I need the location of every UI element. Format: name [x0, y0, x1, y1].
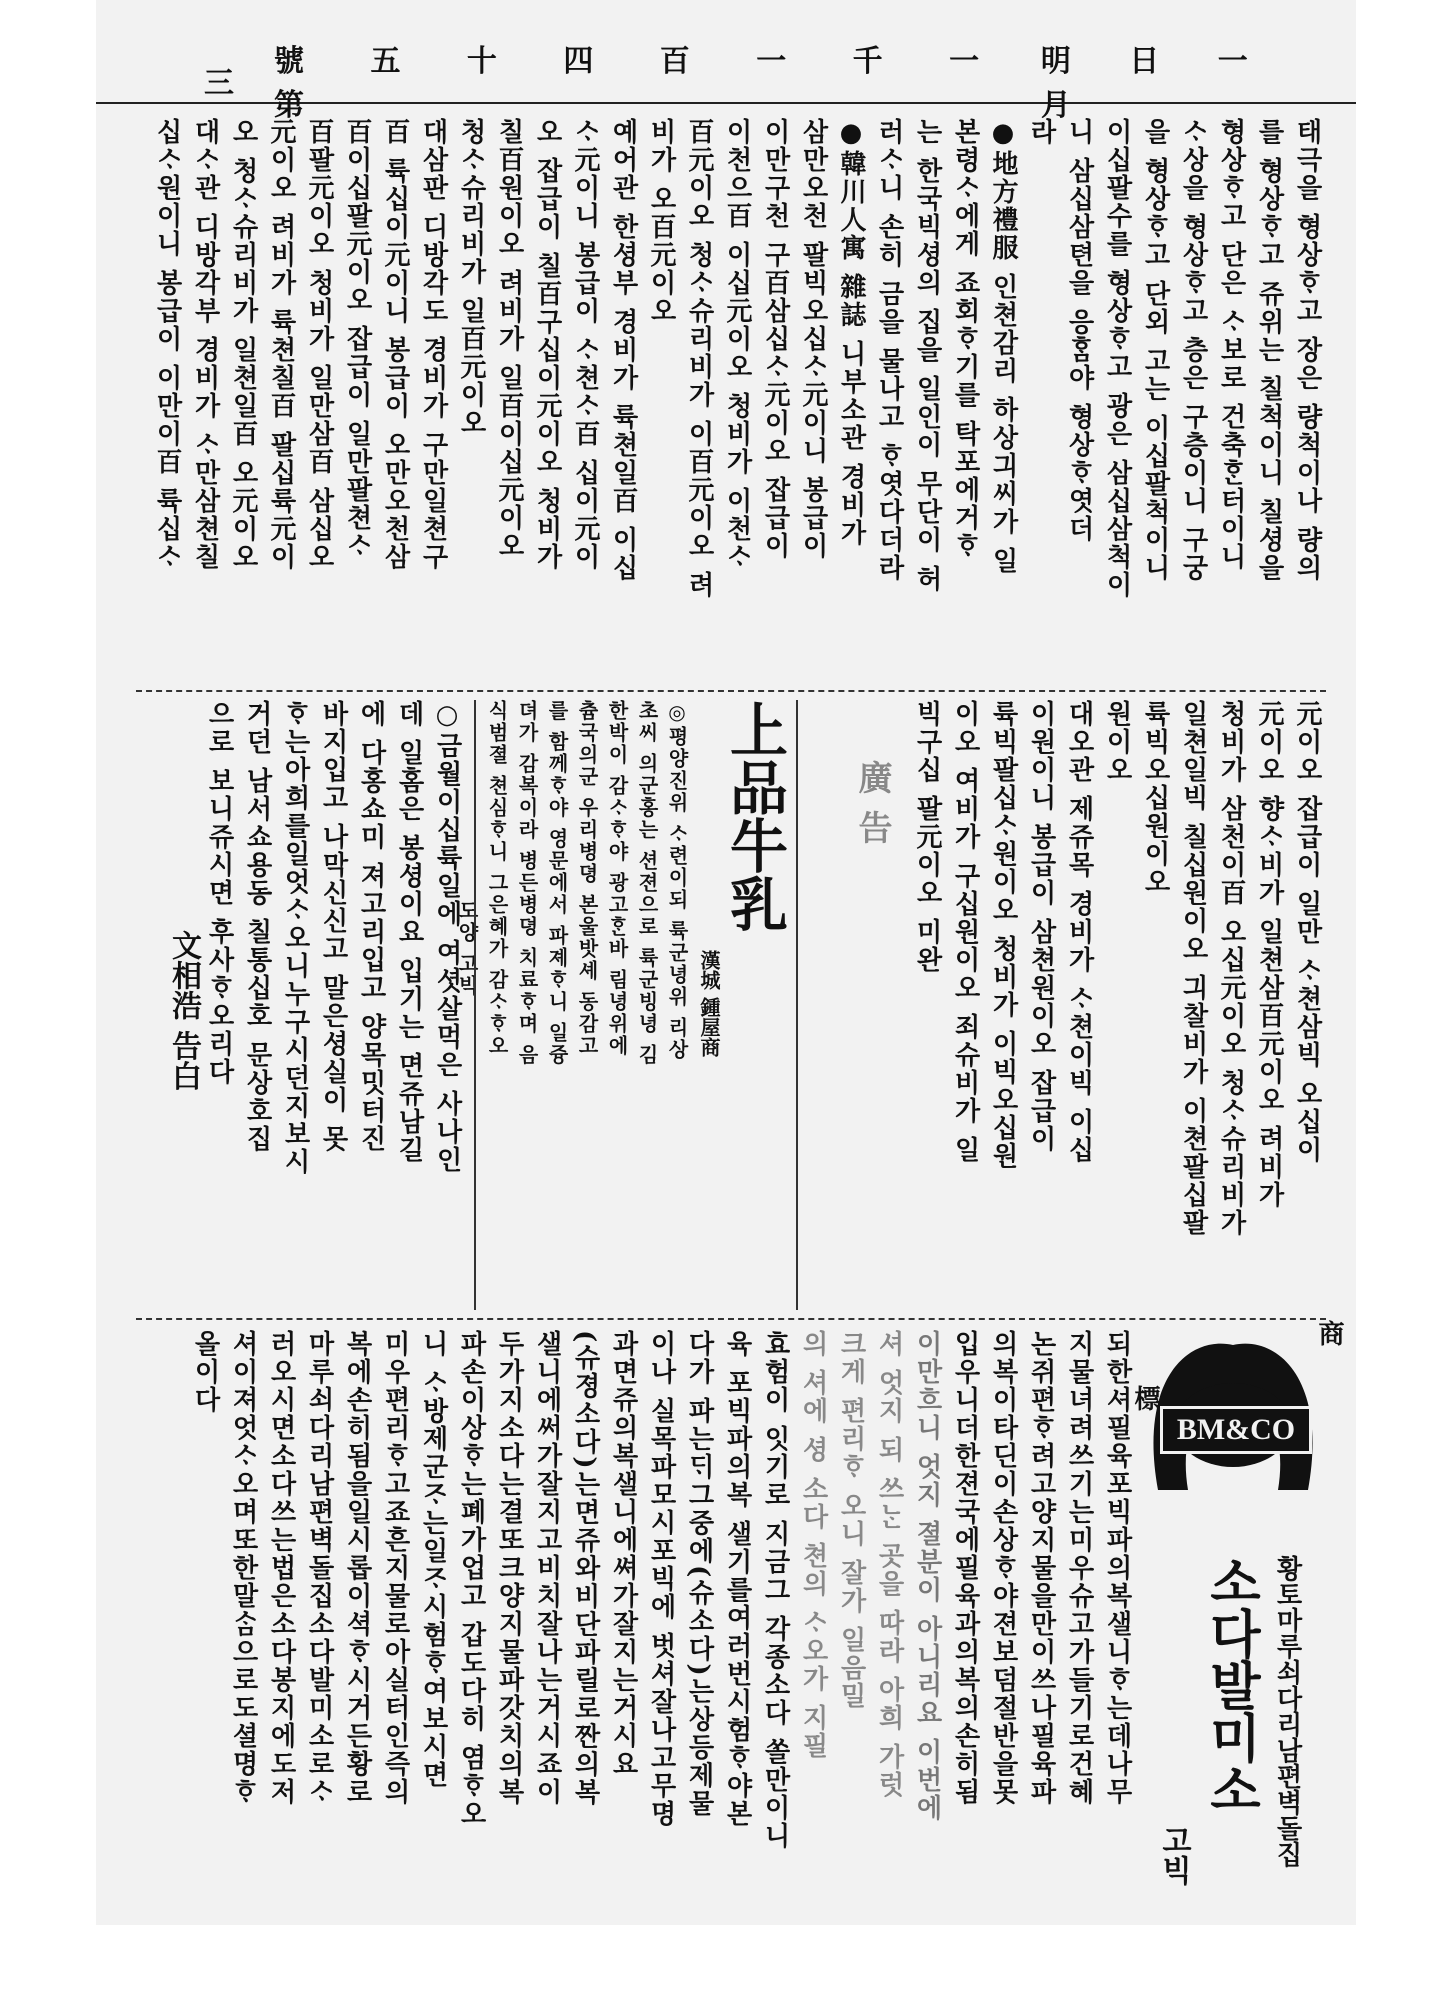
text-column: 셔 엇지 되 쓰ᄂᆞᆫ 곳을 따라 아희 가럿 [874, 1330, 904, 1800]
ad-soda-title: 소다발미소 [1200, 1555, 1261, 1815]
text-column: 셔이져엇ᄉᆞ오며또한말ᄉᆞᆷ으로도셜명ᄒᆞ [228, 1330, 258, 1806]
text-column: 이원이니 봉급이 삼쳔원이오 잡급이 [1026, 700, 1056, 1154]
text-column: 니 ᄉᆞ방제군ᄌᆞ는일ᄌᆞ시험ᄒᆞ여보시면 [418, 1330, 448, 1790]
ad-soda-sign: 고빅 [1156, 1825, 1191, 1885]
text-column: 오 잡급이 칠百구십이元이오 청비가 [532, 118, 562, 572]
text-column: 바지입고 나막신신고 말은셩실이 못 [318, 700, 348, 1154]
text-column: 뎌가 감복이라 병든병뎡 치료ᄒᆞ며 음 [515, 700, 539, 1066]
text-column: 과면쥬의복샐니에쎠가잘지는거시요 [608, 1330, 638, 1778]
faded-header [821, 760, 891, 1100]
text-column: 元이오 잡급이 일만 ᄉᆞ쳔삼빅 오십이 [1292, 700, 1322, 1165]
text-column: ●地方禮服 인쳔감리 하상긔씨가 일 [988, 118, 1018, 576]
faded-header-text: 廣 告 [852, 760, 892, 846]
ad-soda [136, 1330, 1136, 1910]
ad-milk [455, 700, 788, 1310]
ad-notice [136, 700, 466, 1310]
text-column: 으로 보니쥬시면 후사ᄒᆞ오리다 [204, 700, 234, 1087]
text-column: ○금월이십륙일에 여셧살먹은 사나인 [432, 700, 462, 1175]
ad-milk-title: 上品牛乳 [720, 700, 788, 932]
text-column: 초씨 의군홍는 션젼으로 륙군빙녕 김 [635, 700, 659, 1066]
text-column: 미우편리ᄒᆞ고죠흔지물로아실터인즉의 [380, 1330, 410, 1806]
text-column: 원이오 [1102, 700, 1132, 784]
text-column: 올이다 [190, 1330, 220, 1414]
ad-soda-address: 황토마루쇠다리남편벽돌집 [1272, 1555, 1302, 1867]
text-column: 대ᄉᆞ관 디방각부 경비가 ᄉᆞ만삼쳔칠 [190, 118, 220, 572]
text-column: 러오시면소다쓰는법은소다봉지에도저 [266, 1330, 296, 1806]
text-column: 예어관 한셩부 경비가 륙쳔일百 이십 [608, 118, 638, 583]
text-column: 두가지소다는결또크양지물파갓치의복 [494, 1330, 524, 1806]
text-column: 다가 파는ᄃᆡ그중에(슈소다)는상등제물 [684, 1330, 714, 1818]
text-column: 청ᄉᆞ슈리비가 일百元이오 [456, 118, 486, 438]
article-middle-right [896, 700, 1326, 1310]
text-column: ●韓川人寓 雜誌 니부소관 경비가 [836, 118, 866, 548]
column-divider [796, 700, 798, 1310]
text-column: 식범졀 쳔심ᄒᆞ니 그은혜가 감ᄉᆞᄒᆞ오 [485, 700, 509, 1057]
text-column: 百 륙십이元이니 봉급이 오만오천삼 [380, 118, 410, 572]
masthead [96, 44, 1356, 123]
text-column: ᄉᆞ元이니 봉급이 ᄉᆞ쳔ᄉᆞ百 십이元이 [570, 118, 600, 572]
text-column: 거던 남서쇼용동 칠통십호 문상호집 [242, 700, 272, 1154]
text-column: 대삼판 디방각도 경비가 구만일쳔구 [418, 118, 448, 572]
text-column: ᄒᆞ는아희를일엇ᄉᆞ오니누구시던지보시 [280, 700, 310, 1176]
text-column: (슈졍소다)는면쥬와비단파릴로짠의복 [570, 1330, 600, 1807]
text-column: 이십팔수를 형상ᄒᆞ고 광은 삼십삼척이 [1102, 118, 1132, 600]
text-column: 이나 실목파모시포빅에 벗셔잘나고무명 [646, 1330, 676, 1829]
text-column: 빅구십 팔元이오 미완 [912, 700, 942, 975]
text-column: 칠百원이오 려비가 일百이십元이오 [494, 118, 524, 561]
text-column: 오 청ᄉᆞ슈리비가 일쳔일百 오元이오 [228, 118, 258, 572]
text-column: 이만흐니 엇지 졀분이 아니리요 이번에 [912, 1330, 942, 1823]
section-divider [136, 690, 1326, 692]
text-column: 육 포빅파의복 샐기를여러번시험ᄒᆞ야본 [722, 1330, 752, 1829]
text-column: 의복이타딘이손상ᄒᆞ야젼보덤절반을못 [988, 1330, 1018, 1806]
ad-soda-mark-right: 商 [1314, 1320, 1344, 1346]
text-column: 지물녀려쓰기는미우슈고가들기로건혜 [1064, 1330, 1094, 1806]
ad-milk-sub: 漢城 鍾屋商 [697, 950, 721, 1057]
ad-soda-title-block [1156, 1555, 1304, 1885]
text-column: 를 형상ᄒᆞ고 쥬위는 칠척이니 칠셩을 [1254, 118, 1284, 583]
text-column: 삼만오천 팔빅오십ᄉᆞ元이니 봉급이 [798, 118, 828, 561]
newspaper-page [96, 0, 1356, 1925]
text-column: 마루쇠다리남편벽돌집소다발미소로ᄉᆞ [304, 1330, 334, 1806]
text-column: 에 다홍쇼미 져고리입고 양목밋터진 [356, 700, 386, 1154]
ad-notice-signature: 文相浩 告白 [166, 930, 201, 1091]
text-column: 십ᄉᆞ원이니 봉급이 이만이百 륙십ᄉᆞ [152, 118, 182, 572]
page-number: 三 [204, 66, 234, 101]
text-column: 파손이상ᄒᆞ는폐가업고 갑도다히 염ᄒᆞ오 [456, 1330, 486, 1829]
text-column: 청비가 삼천이百 오십元이오 청ᄉᆞ슈리비가 [1216, 700, 1246, 1238]
text-column: 이오 여비가 구십원이오 죄슈비가 일 [950, 700, 980, 1165]
text-column: 百팔元이오 청비가 일만삼百 삼십오 [304, 118, 334, 572]
issue-number: 號 五 十 四 百 一 千 一 第 [274, 44, 1008, 123]
text-column: 니 삼십삼텬을 응ᄒᆞᆷ야 형상ᄒᆞ엿더 [1064, 118, 1094, 544]
text-column: 는 한국빅셩의 집을 일인이 무단이 허 [912, 118, 942, 594]
text-column: 크게 편리ᄒᆞ 오니 잘가 일음밀 [836, 1330, 866, 1711]
text-column: ◎평양진위 ᄉᆞ련이되 륙군녕위 리상 [665, 700, 689, 1061]
text-column: 이천으百 이십元이오 청비가 이천ᄉᆞ [722, 118, 752, 572]
text-column: 한박이 감ᄉᆞᄒᆞ야 광고ᄒᆞᆫ바 림녕위에 [605, 700, 629, 1057]
text-column: 츔국의군 우리병뎡 본울밧셰 동감고 [575, 700, 599, 1057]
text-column: 元이오 려비가 륙쳔칠百 팔십륙元이 [266, 118, 296, 572]
text-column: 효험이 잇기로 지금그 각종소다 쏠만이니 [760, 1330, 790, 1851]
text-column: 륙빅오십원이오 [1140, 700, 1170, 896]
issue-date: 明 日 一 月 [1040, 44, 1272, 123]
text-column: 도양 고빅 [455, 900, 479, 997]
text-column: ᄉᆞ상을 형상ᄒᆞ고 층은 구층이니 구궁 [1178, 118, 1208, 583]
ad-soda-mark-left: 標 [1130, 1385, 1160, 1411]
article-top [126, 118, 1326, 678]
text-column: 입우니더한젼국에필육과의복의손히됨 [950, 1330, 980, 1806]
text-column: 러ᄉᆞ니 손히 금을 물나고 ᄒᆞ엿다더라 [874, 118, 904, 583]
text-column: 百元이오 청ᄉᆞ슈리비가 이百元이오 려 [684, 118, 714, 600]
ad-soda-logo [1148, 1340, 1318, 1540]
text-column: 복에손히됨을일시롭이셕ᄒᆞ시거든황로 [342, 1330, 372, 1806]
text-column: 데 일홈은 봉셩이요 입기는 면쥬남길 [394, 700, 424, 1165]
text-column: 일쳔일빅 칠십원이오 긔찰비가 이쳔팔십팔 [1178, 700, 1208, 1238]
text-column: 샐니에써가잘지고비치잘나는거시죠이 [532, 1330, 562, 1806]
text-column: 를 함께ᄒᆞ야 영문에서 파졔ᄒᆞ니 일즁 [545, 700, 569, 1066]
text-column: 륙빅팔십ᄉᆞ원이오 청비가 이빅오십원 [988, 700, 1018, 1171]
text-column: 되한셔필육포빅파의복샐니ᄒᆞ는데나무 [1102, 1330, 1132, 1806]
text-column: 논쥐편ᄒᆞ려고양지물을만이쓰나필육파 [1026, 1330, 1056, 1806]
text-column: 이만구천 구百삼십ᄉᆞ元이오 잡급이 [760, 118, 790, 561]
text-column: 의 셔에 셩 소다 쳔의 ᄉᆞ오가 지필 [798, 1330, 828, 1761]
ad-milk-title-group [696, 700, 786, 1310]
text-column: 형상ᄒᆞ고 단은 ᄉᆞ보로 건축ᄒᆞᆫ터이니 [1216, 118, 1246, 572]
text-column: 대오관 제쥬목 경비가 ᄉᆞ쳔이빅 이십 [1064, 700, 1094, 1165]
text-column: 태극을 형상ᄒᆞ고 장은 량척이나 량의 [1292, 118, 1322, 583]
ad-soda-logo-text: BM&CO [1160, 1406, 1312, 1454]
column-divider [474, 700, 476, 1310]
text-column: 본령ᄉᆞ에게 죠회ᄒᆞ기를 탁포에거ᄒᆞ [950, 118, 980, 561]
text-column: 百이십팔元이오 잡급이 일만팔쳔ᄉᆞ [342, 118, 372, 561]
section-divider [136, 1318, 1326, 1320]
text-column: 비가 오百元이오 [646, 118, 676, 326]
text-column: 元이오 향ᄉᆞ비가 일쳔삼百元이오 려비가 [1254, 700, 1284, 1210]
text-column: 을 형상ᄒᆞ고 단외 고는 이십팔척이니 [1140, 118, 1170, 583]
text-column: 라 [1026, 118, 1056, 146]
